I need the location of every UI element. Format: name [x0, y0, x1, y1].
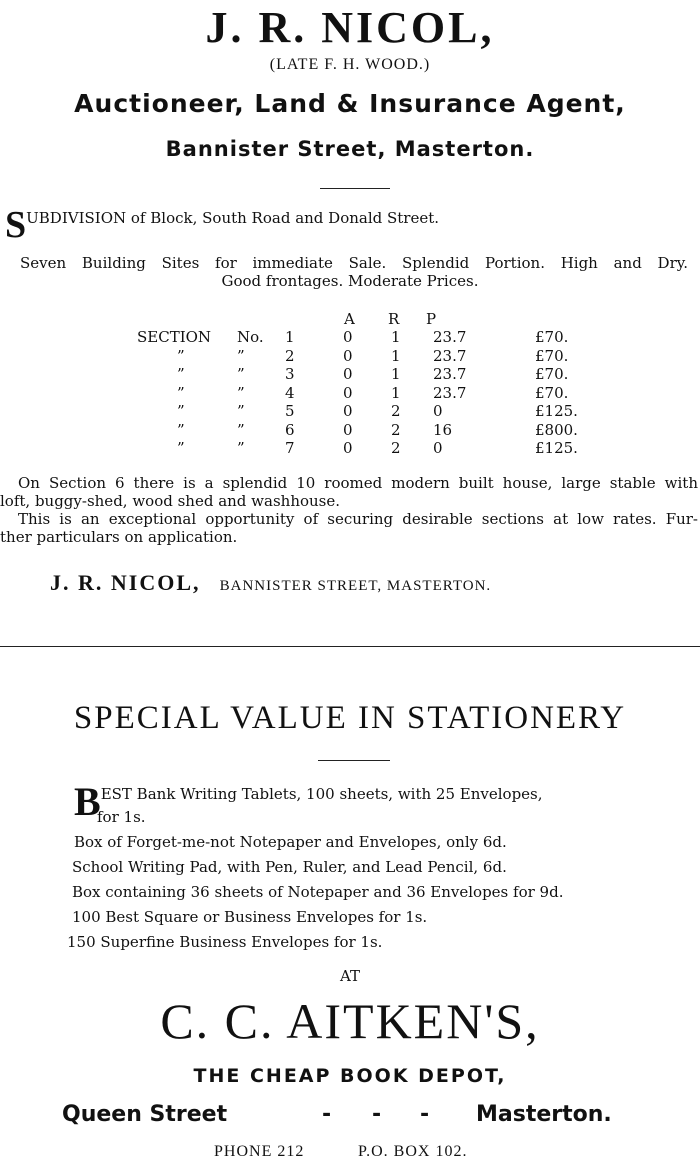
cell-no: 1 [285, 328, 295, 346]
dash-3: - [420, 1102, 430, 1127]
stationery-item-3: School Writing Pad, with Pen, Ruler, and Lead Pencil, 6d. [72, 858, 507, 876]
sale-line: Seven Building Sites for immediate Sale. Splendid Portion. High and Dry. [20, 254, 688, 272]
table-row [137, 347, 605, 366]
table-row [137, 384, 605, 403]
cell-p: 0 [433, 402, 443, 420]
opportunity-line1: This is an exceptional opportunity of securing desirable sections at low rates. Fur- [18, 510, 698, 528]
dash-1: - [322, 1102, 332, 1127]
table-row [137, 402, 605, 421]
cell-a: 0 [343, 383, 353, 402]
cell-a: 0 [343, 439, 353, 457]
item-1-continued: for 1s. [97, 808, 146, 826]
cell-no: 7 [285, 439, 295, 457]
address-line: Bannister Street, Masterton. [165, 137, 535, 161]
street-name: Queen Street [62, 1102, 228, 1127]
cell-r: 1 [391, 328, 401, 346]
stationery-title: SPECIAL VALUE IN STATIONERY [73, 700, 627, 736]
frontages-line: Good frontages. Moderate Prices. [221, 272, 479, 290]
cell-label: ” [177, 439, 185, 457]
stationery-item-6: 150 Superfine Business Envelopes for 1s. [67, 933, 383, 951]
cell-no: 2 [285, 346, 295, 365]
cell-no-label: ” [237, 402, 245, 420]
cell-price: £70. [535, 346, 569, 365]
col-header-a: A [344, 310, 355, 328]
opportunity-line2: ther particulars on application. [0, 528, 238, 546]
signature-line [50, 570, 491, 596]
table-row [137, 328, 605, 347]
cell-r: 2 [391, 420, 401, 439]
cell-no: 5 [285, 402, 295, 420]
cell-no-label: No. [237, 328, 264, 346]
item-1-text: EST Bank Writing Tablets, 100 sheets, with 25 Envelopes, [100, 785, 543, 803]
tagline: THE CHEAP BOOK DEPOT, [193, 1065, 507, 1087]
cell-label: SECTION [137, 328, 212, 346]
cell-no-label: ” [237, 439, 245, 457]
sections-table [137, 328, 605, 458]
cell-price: £125. [535, 402, 578, 420]
divider-short [320, 188, 390, 189]
at-label: AT [339, 967, 361, 985]
table-row [137, 365, 605, 384]
cell-a: 0 [343, 346, 353, 365]
profession-line: Auctioneer, Land & Insurance Agent, [74, 89, 626, 118]
table-row [137, 439, 605, 458]
heading-text: UBDIVISION of Block, South Road and Donald Street. [26, 209, 440, 227]
cell-r: 1 [391, 346, 401, 365]
cell-a: 0 [343, 365, 353, 383]
signature-address: BANNISTER STREET, MASTERTON. [219, 578, 492, 594]
cell-price: £125. [535, 439, 578, 457]
stationery-item-4: Box containing 36 sheets of Notepaper and 36 Envelopes for 9d. [72, 883, 564, 901]
cell-no-label: ” [237, 365, 245, 383]
stationery-item-5: 100 Best Square or Business Envelopes for 1s. [72, 908, 428, 926]
cell-price: £800. [535, 420, 578, 439]
cell-no: 4 [285, 383, 295, 402]
cell-label: ” [177, 402, 185, 420]
divider-short-2 [318, 760, 390, 761]
dropcap-b: B [74, 779, 101, 824]
cell-no-label: ” [237, 420, 245, 439]
section-divider [0, 646, 700, 647]
cell-a: 0 [343, 402, 353, 420]
cell-no: 3 [285, 365, 295, 383]
table-row [137, 421, 605, 440]
cell-a: 0 [343, 420, 353, 439]
section6-paragraph-line1: On Section 6 there is a splendid 10 roomed modern built house, large stable with [18, 474, 698, 492]
cell-r: 1 [391, 383, 401, 402]
col-header-p: P [426, 310, 437, 328]
stationery-item-2: Box of Forget-me-not Notepaper and Envelopes, only 6d. [74, 833, 507, 851]
cell-label: ” [177, 420, 185, 439]
cell-no-label: ” [237, 383, 245, 402]
subdivision-heading [5, 206, 439, 244]
cell-r: 2 [391, 439, 401, 457]
town-name: Masterton. [476, 1102, 612, 1127]
cell-a: 0 [343, 328, 353, 346]
section6-paragraph-line2: loft, buggy-shed, wood shed and washhouse. [0, 492, 341, 510]
cell-label: ” [177, 383, 185, 402]
cell-p: 0 [433, 439, 443, 457]
dash-2: - [372, 1102, 382, 1127]
cell-p: 16 [433, 420, 453, 439]
cell-price: £70. [535, 365, 569, 383]
cell-r: 1 [391, 365, 401, 383]
cell-p: 23.7 [433, 383, 467, 402]
cell-price: £70. [535, 383, 569, 402]
signature-name: J. R. NICOL, [50, 570, 201, 595]
col-header-r: R [388, 310, 400, 328]
cell-p: 23.7 [433, 346, 467, 365]
dropcap-s: S [5, 204, 27, 246]
cell-label: ” [177, 365, 185, 383]
nicol-title: J. R. NICOL, [205, 3, 495, 52]
cell-p: 23.7 [433, 328, 467, 346]
cell-p: 23.7 [433, 365, 467, 383]
cell-label: ” [177, 346, 185, 365]
cell-r: 2 [391, 402, 401, 420]
cell-price: £70. [535, 328, 569, 346]
po-box: P.O. BOX 102. [358, 1143, 468, 1160]
cell-no-label: ” [237, 346, 245, 365]
merchant-name: C. C. AITKEN'S, [160, 993, 540, 1049]
cell-no: 6 [285, 420, 295, 439]
phone-number: PHONE 212 [214, 1143, 305, 1160]
late-wood-note: (LATE F. H. WOOD.) [269, 56, 431, 73]
